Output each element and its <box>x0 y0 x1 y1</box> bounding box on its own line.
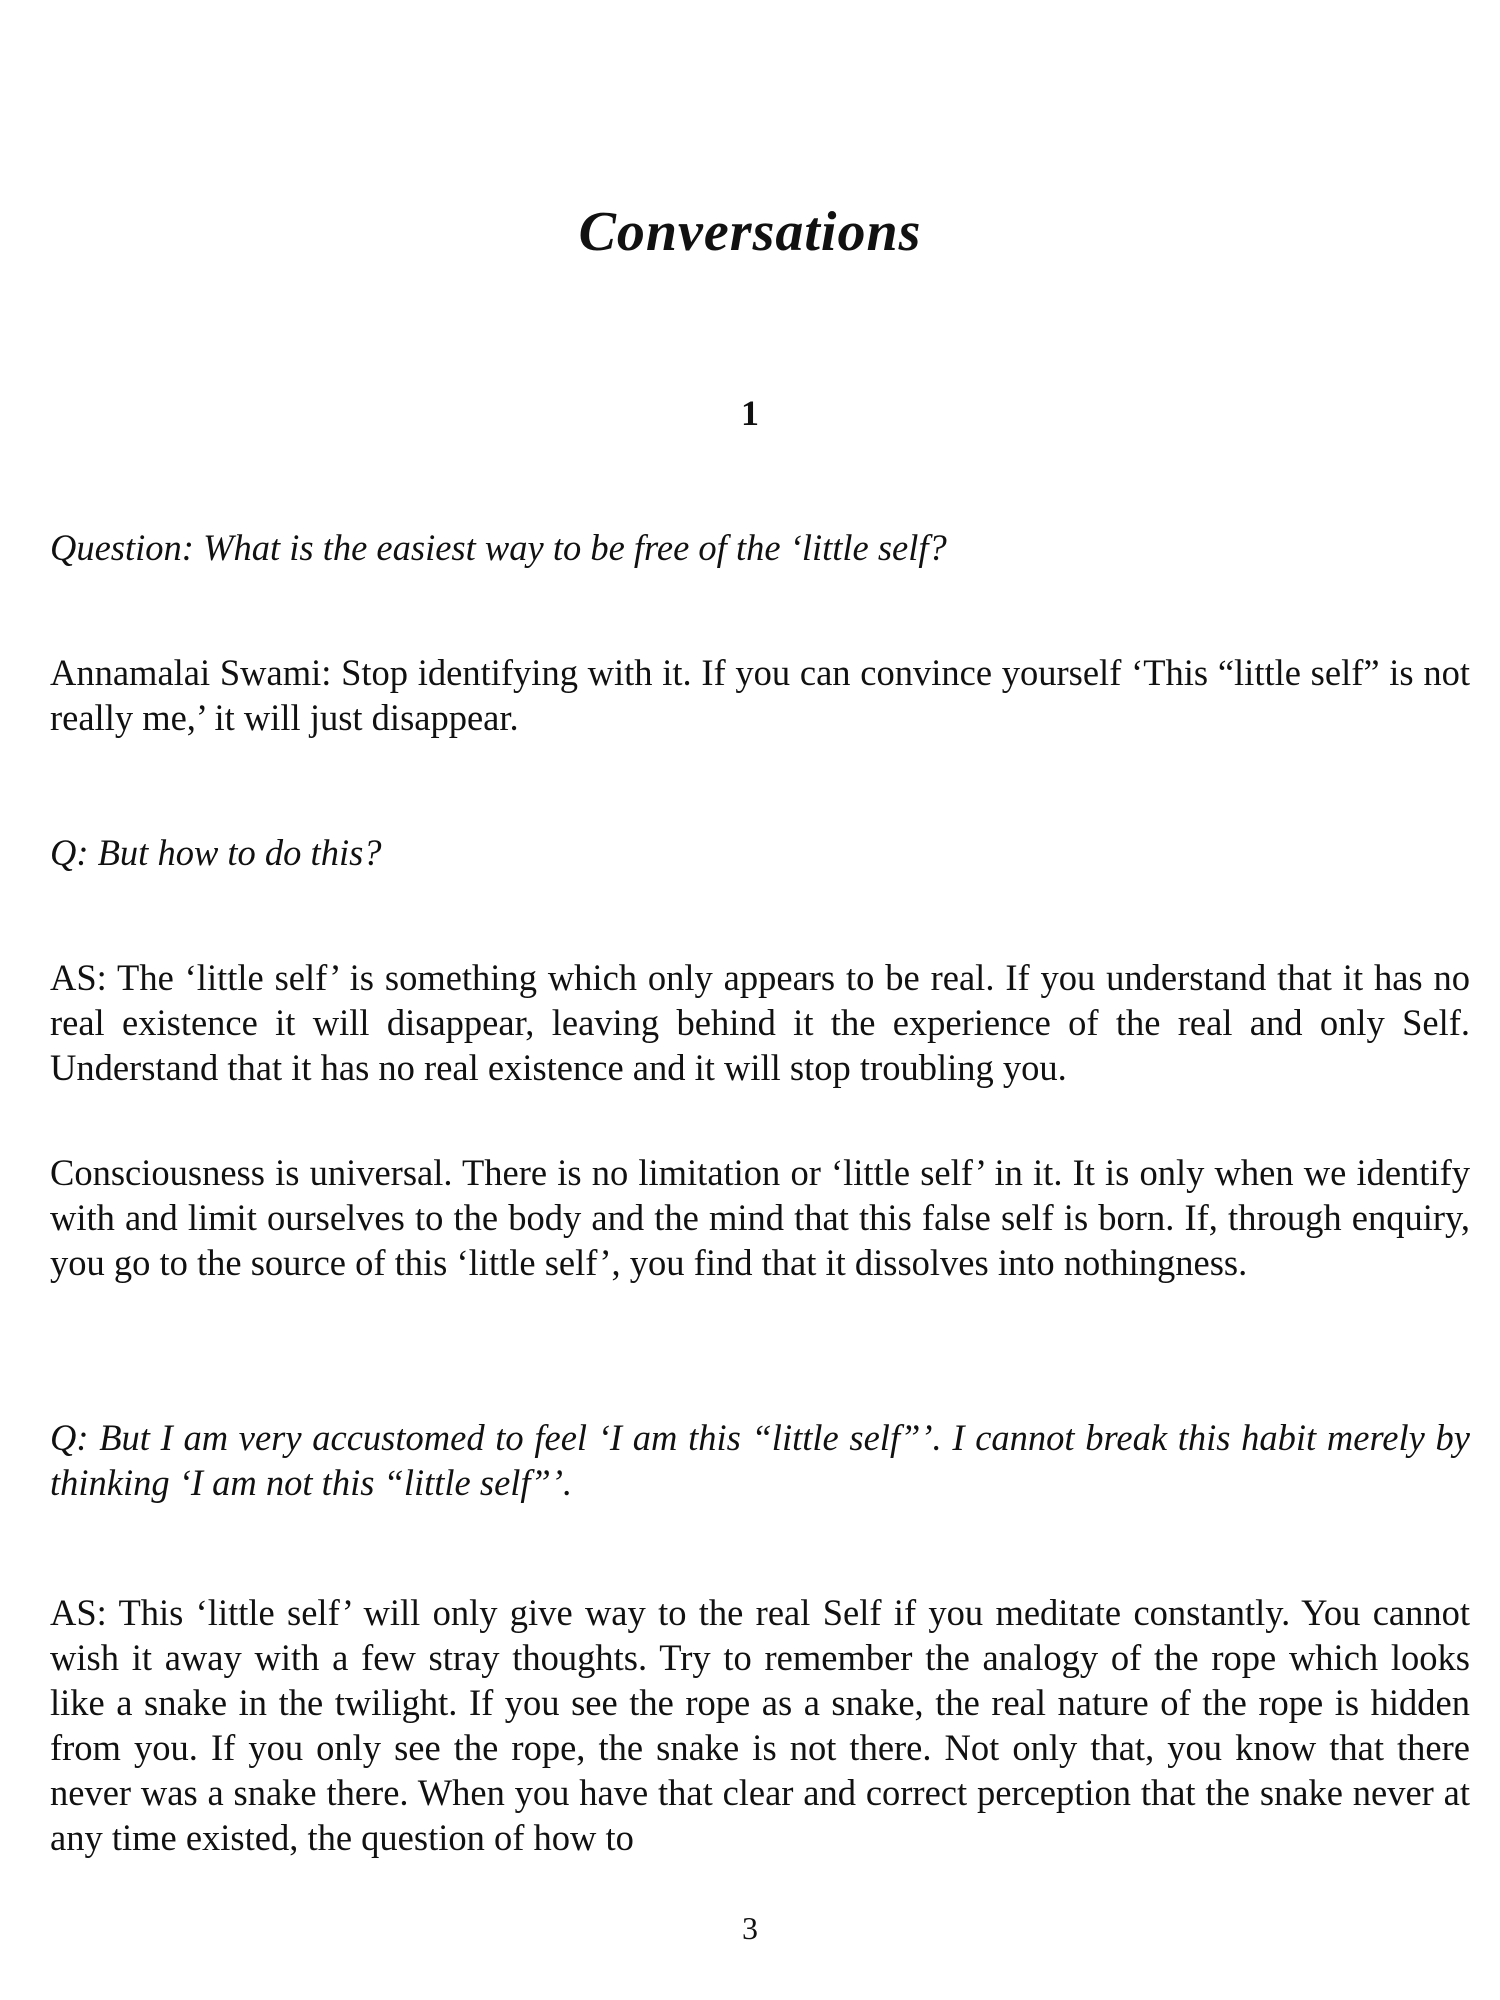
answer-paragraph: Annamalai Swami: Stop identifying with it. If you can convince yourself ‘This “little self” is not really me,’ it will just disappear. <box>50 652 1470 738</box>
answer-paragraph: Consciousness is universal. There is no limitation or ‘little self’ in it. It is only when we identify with and limit ourselves to the body and the mind that this false self is born. If, through enquiry, you go to the source of this ‘little self’, you find that it dissolves into nothingness. <box>50 1152 1470 1283</box>
page-title: Conversations <box>578 201 922 263</box>
answer-paragraph: AS: This ‘little self’ will only give way to the real Self if you meditate constantly. You cannot wish it away with a few stray thoughts. Try to remember the analogy of the rope which looks like a snake in the twilight. If you see the rope as a snake, the real nature of the rope is hidden from you. If you only see the rope, the snake is not there. Not only that, you know that there never was a snake there. When you have that clear and correct perception that the snake never at any time existed, the question of how to <box>50 1592 1470 1858</box>
question-paragraph: Question: What is the easiest way to be free of the ‘little self? <box>50 527 947 568</box>
page-number: 3 <box>742 1910 758 1946</box>
question-paragraph: Q: But I am very accustomed to feel ‘I am this “little self”’. I cannot break this habit merely by thinking ‘I am not this “little self”’. <box>50 1417 1470 1503</box>
chapter-number: 1 <box>741 393 759 433</box>
answer-paragraph: AS: The ‘little self’ is something which only appears to be real. If you understand that it has no real existence it will disappear, leaving behind it the experience of the real and only Self. Understand that it has no real existence and it will stop troubling you. <box>50 957 1470 1088</box>
question-paragraph: Q: But how to do this? <box>50 832 382 873</box>
